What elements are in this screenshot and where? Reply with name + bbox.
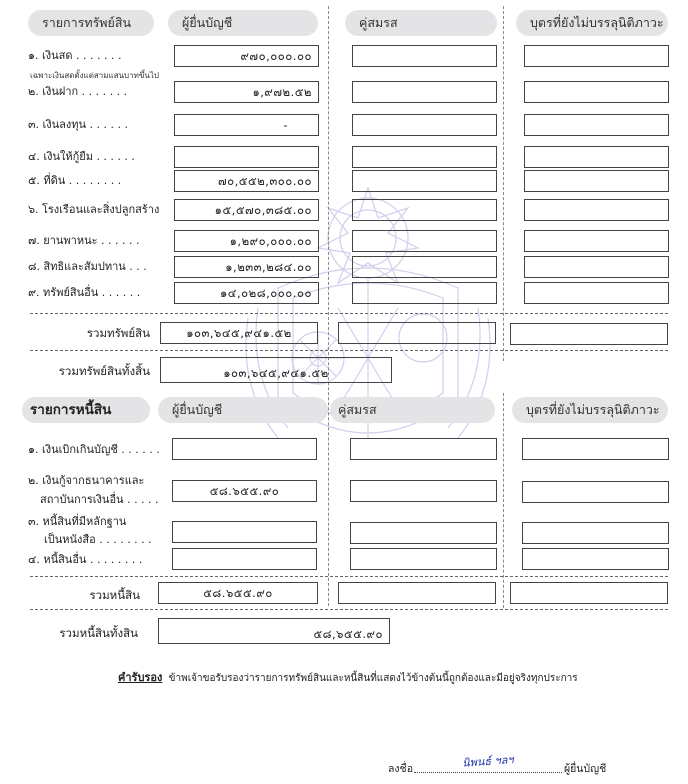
liabilities-total-value[interactable]: ๕๘,๖๕๕.๙๐ [158,618,390,644]
asset-spouse-field[interactable] [352,146,497,168]
asset-child-field[interactable] [524,256,669,278]
liability-spouse-field[interactable] [350,480,497,502]
asset-child-field[interactable] [524,282,669,304]
liability-child-field[interactable] [522,522,669,544]
asset-spouse-field[interactable] [352,45,497,67]
asset-child-field[interactable] [524,199,669,221]
asset-filer-field[interactable]: ๑,๙๗๒.๕๒ [174,81,319,103]
asset-child-field[interactable] [524,146,669,168]
asset-filer-field[interactable]: ๑,๒๙๐,๐๐๐.๐๐ [174,230,319,252]
asset-spouse-field[interactable] [352,170,497,192]
asset-spouse-field[interactable] [352,199,497,221]
assets-subtotal-spouse[interactable] [338,322,496,344]
liabilities-subtotal-spouse[interactable] [338,582,496,604]
liabilities-header-filer: ผู้ยื่นบัญชี [158,397,328,423]
liability-spouse-field[interactable] [350,548,497,570]
asset-spouse-field[interactable] [352,81,497,103]
liabilities-subtotal-label: รวมหนี้สิน [89,588,140,602]
column-divider [503,6,504,361]
section-divider [30,313,668,314]
asset-label: ๖. โรงเรือนและสิ่งปลูกสร้าง [28,203,160,216]
assets-total-value[interactable]: ๑๐๓,๖๔๕,๙๔๑.๕๒ [160,357,392,383]
liability-filer-field[interactable] [172,548,317,570]
liability-filer-field[interactable] [172,521,317,543]
signature-suffix: ผู้ยื่นบัญชี [564,763,607,775]
liability-label: ๒. เงินกู้จากธนาคารและ [28,474,145,487]
liability-label: ๓. หนี้สินที่มีหลักฐาน [28,515,127,528]
section-divider [30,576,668,577]
liabilities-header-child: บุตรที่ยังไม่บรรลุนิติภาวะ [512,397,668,423]
asset-label: ๘. สิทธิและสัมปทาน . . . [28,260,147,273]
liability-child-field[interactable] [522,438,669,460]
asset-filer-field[interactable]: ๙๗๐,๐๐๐.๐๐ [174,45,319,67]
column-divider [328,6,329,606]
liabilities-header-spouse: คู่สมรส [330,397,495,423]
liabilities-header-item: รายการหนี้สิน [22,397,150,423]
liability-filer-field[interactable]: ๕๘.๖๕๕.๙๐ [172,480,317,502]
assets-header-spouse: คู่สมรส [345,10,497,36]
asset-spouse-field[interactable] [352,230,497,252]
asset-label: ๓. เงินลงทุน . . . . . . [28,118,129,131]
liability-spouse-field[interactable] [350,522,497,544]
asset-child-field[interactable] [524,230,669,252]
signature-prefix: ลงชื่อ [388,763,413,775]
assets-subtotal-label: รวมทรัพย์สิน [86,326,150,340]
asset-filer-field[interactable] [174,146,319,168]
asset-child-field[interactable] [524,81,669,103]
asset-child-field[interactable] [524,170,669,192]
section-divider [30,609,668,610]
asset-filer-field[interactable]: ๑๔,๐๒๘,๐๐๐.๐๐ [174,282,319,304]
liability-spouse-field[interactable] [350,438,497,460]
assets-subtotal-filer[interactable]: ๑๐๓,๖๔๕,๙๔๑.๕๒ [160,322,318,344]
liability-child-field[interactable] [522,548,669,570]
liability-label: ๑. เงินเบิกเกินบัญชี . . . . . . [28,443,160,456]
cash-note: เฉพาะเงินสดตั้งแต่สามแสนบาทขึ้นไป [30,71,159,80]
asset-filer-field[interactable]: ๑๕,๕๗๐,๓๘๕.๐๐ [174,199,319,221]
asset-filer-field[interactable]: ๗๐,๕๕๒,๓๐๐.๐๐ [174,170,319,192]
liabilities-total-label: รวมหนี้สินทั้งสิน [59,626,138,640]
asset-label: ๕. ที่ดิน . . . . . . . . [28,174,122,187]
liability-label: ๔. หนี้สินอื่น . . . . . . . . [28,553,143,566]
asset-label: ๔. เงินให้กู้ยืม . . . . . . [28,150,135,163]
signature-line [414,772,562,773]
certification [118,668,578,686]
assets-header-item: รายการทรัพย์สิน [28,10,154,36]
liability-label-line2: เป็นหนังสือ . . . . . . . . [44,533,152,546]
asset-label: ๑. เงินสด . . . . . . . [28,49,122,62]
liability-filer-field[interactable] [172,438,317,460]
liability-label-line2: สถาบันการเงินอื่น . . . . . [40,493,159,506]
liability-child-field[interactable] [522,481,669,503]
asset-label: ๙. ทรัพย์สินอื่น . . . . . . [28,286,141,299]
certification-title: คำรับรอง [118,671,163,684]
asset-child-field[interactable] [524,114,669,136]
assets-total-label: รวมทรัพย์สินทั้งสิ้น [58,364,150,378]
asset-label: ๗. ยานพาหนะ . . . . . . [28,234,140,247]
assets-subtotal-child[interactable] [510,323,668,345]
asset-child-field[interactable] [524,45,669,67]
liabilities-subtotal-child[interactable] [510,582,668,604]
assets-header-child: บุตรที่ยังไม่บรรลุนิติภาวะ [516,10,668,36]
signature-handwriting: นิพนธ์ ฯลฯ [461,753,515,770]
certification-text: ข้าพเจ้าขอรับรองว่ารายการทรัพย์สินและหนี้สินที่แสดงไว้ข้างต้นนี้ถูกต้องและมีอยู่จริงทุกประการ [168,673,578,684]
asset-spouse-field[interactable] [352,114,497,136]
asset-filer-field[interactable]: - [174,114,319,136]
asset-filer-field[interactable]: ๑,๒๓๓,๒๘๔.๐๐ [174,256,319,278]
asset-label: ๒. เงินฝาก . . . . . . . [28,85,128,98]
asset-spouse-field[interactable] [352,282,497,304]
asset-spouse-field[interactable] [352,256,497,278]
liabilities-subtotal-filer[interactable]: ๕๘.๖๕๕.๙๐ [158,582,318,604]
section-divider [30,350,668,351]
assets-header-filer: ผู้ยื่นบัญชี [168,10,318,36]
